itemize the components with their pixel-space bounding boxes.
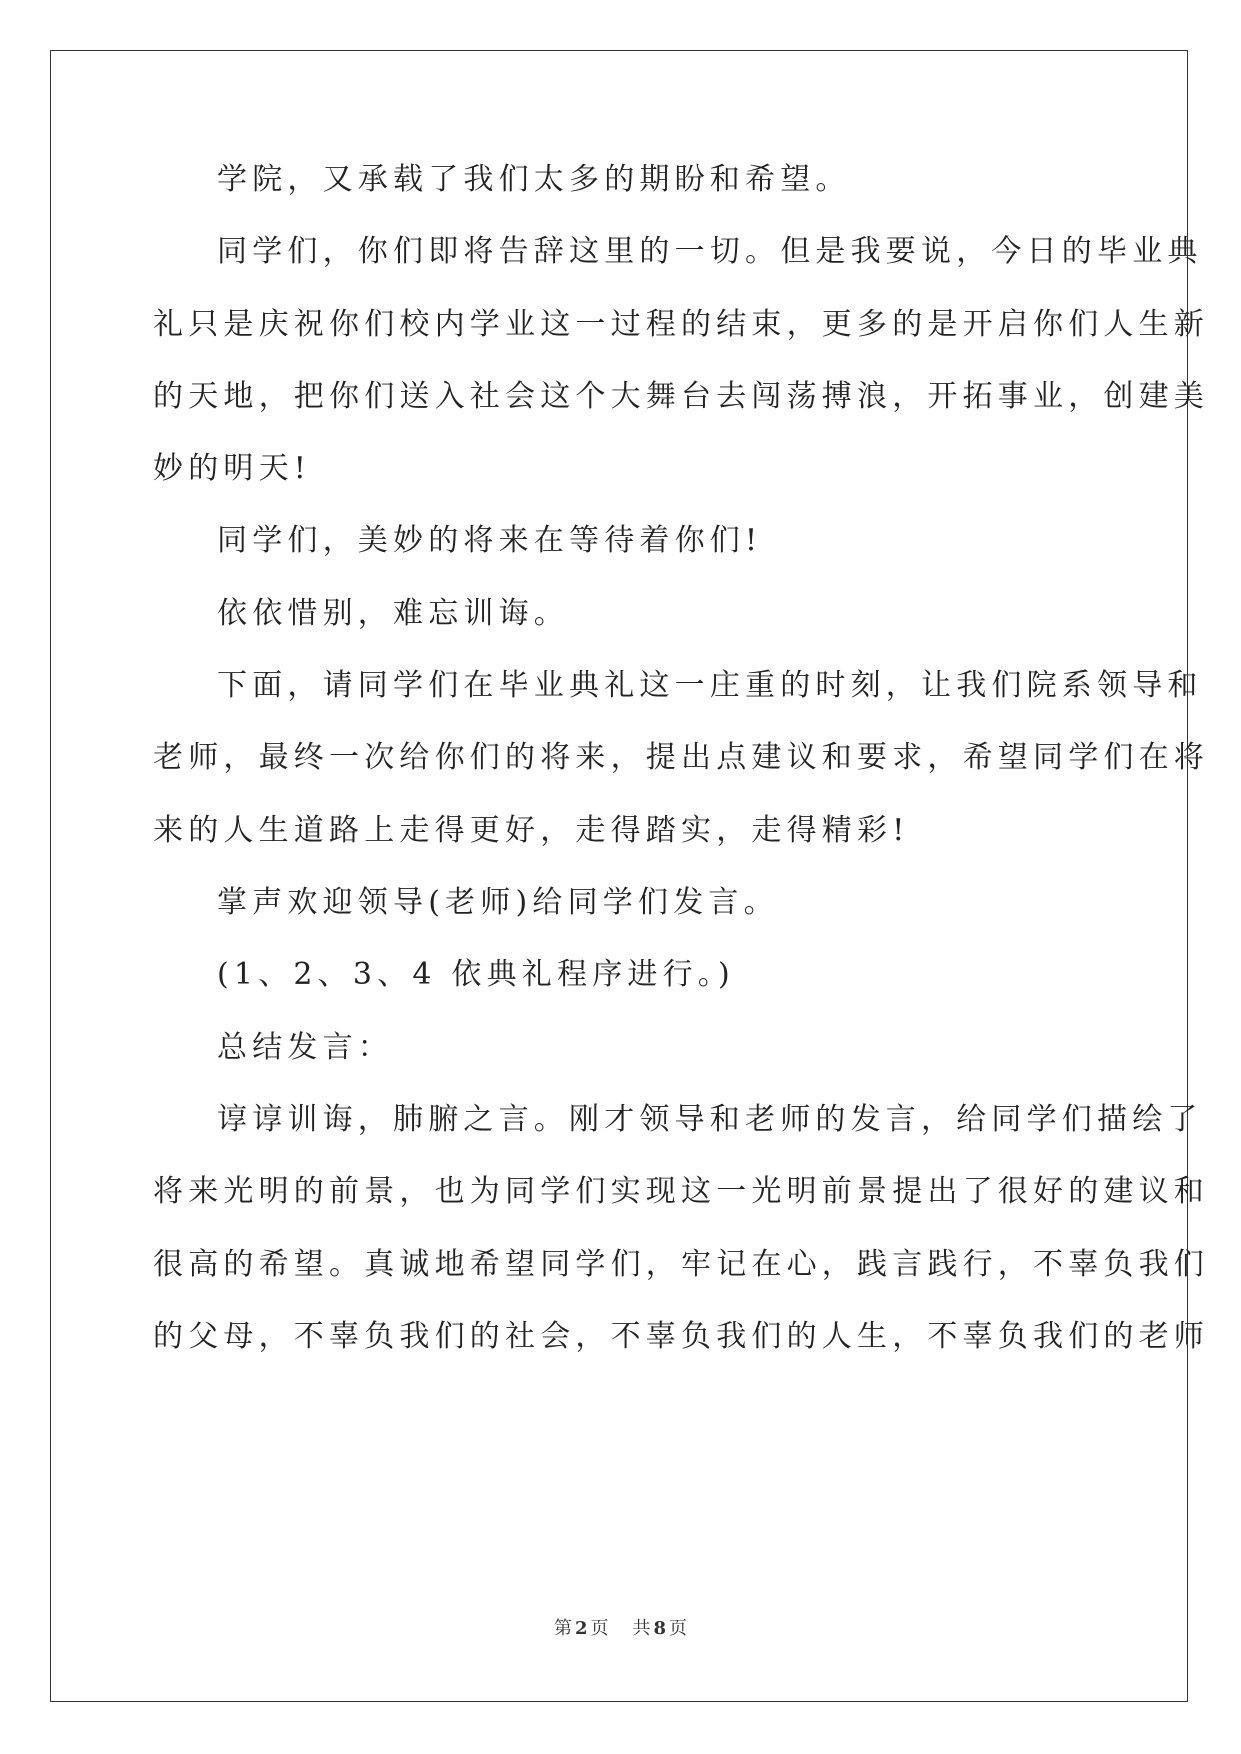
total-unit: 页: [669, 1618, 688, 1639]
current-page-number: 2: [574, 1618, 588, 1639]
line-text: 同学们，你们即将告辞这里的一切。但是我要说，今日的毕业典: [217, 234, 1203, 269]
line-text: 总结发言：: [217, 1030, 393, 1065]
line-text: 学院，又承载了我们太多的期盼和希望。: [217, 162, 851, 197]
page-footer: [0, 1614, 1241, 1640]
line-text: 谆谆训诲，肺腑之言。刚才领导和老师的发言，给同学们描绘了: [217, 1102, 1203, 1137]
total-page-number: 8: [653, 1618, 667, 1639]
line-text: 礼只是庆祝你们校内学业这一过程的结束，更多的是开启你们人生新: [153, 307, 1209, 342]
total-prefix: 共: [632, 1618, 651, 1639]
page-border: [50, 50, 1188, 1702]
line-text: 的天地，把你们送入社会这个大舞台去闯荡搏浪，开拓事业，创建美: [153, 379, 1209, 414]
line-text: 妙的明天!: [153, 451, 312, 486]
line-text: 老师，最终一次给你们的将来，提出点建议和要求，希望同学们在将: [153, 740, 1209, 775]
line-text: 依依惜别，难忘训诲。: [217, 596, 569, 631]
page-unit: 页: [590, 1618, 609, 1639]
line-text: 的父母，不辜负我们的社会，不辜负我们的人生，不辜负我们的老师: [153, 1319, 1209, 1354]
line-text: 将来光明的前景，也为同学们实现这一光明前景提出了很好的建议和: [153, 1174, 1209, 1209]
page-prefix: 第: [553, 1618, 572, 1639]
line-text: 很高的希望。真诚地希望同学们，牢记在心，践言践行，不辜负我们: [153, 1247, 1209, 1282]
line-text: 下面，请同学们在毕业典礼这一庄重的时刻，让我们院系领导和: [217, 668, 1203, 703]
line-text: 掌声欢迎领导(老师)给同学们发言。: [217, 885, 779, 920]
line-text: (1、2、3、4 依典礼程序进行。): [217, 957, 735, 992]
line-text: 同学们，美妙的将来在等待着你们!: [217, 523, 763, 558]
line-text: 来的人生道路上走得更好，走得踏实，走得精彩!: [153, 813, 910, 848]
